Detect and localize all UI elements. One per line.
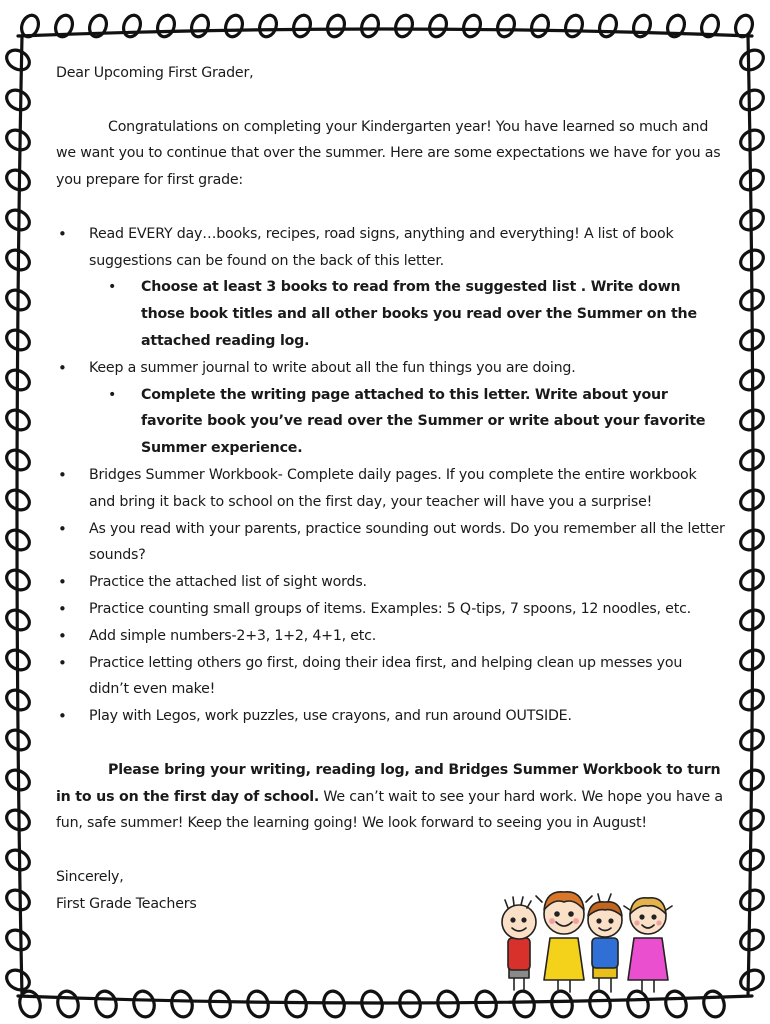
border-loop bbox=[121, 13, 144, 39]
closing-text: We can’t wait to see your hard work. We hope you have a fun, safe summer! Keep the learning going! We look forward to seeing you in August! bbox=[56, 788, 723, 832]
border-loop bbox=[55, 989, 81, 1019]
border-loop bbox=[563, 13, 586, 39]
closing-paragraph bbox=[56, 757, 726, 837]
intro-paragraph: Congratulations on completing your Kindergarten year! You have learned so much and we want you to continue that over the summer. Here are some expectations we have for you as you prepare for first grade: bbox=[56, 118, 721, 189]
list-item: • As you read with your parents, practice sounding out words. Do you remember all the letter sounds? bbox=[56, 516, 726, 570]
border-loop bbox=[359, 13, 382, 39]
border-loop bbox=[737, 966, 767, 994]
list-item: • Practice letting others go first, doing their idea first, and helping clean up messes you didn’t even make! bbox=[56, 650, 726, 704]
border-loop bbox=[737, 926, 767, 954]
border-loop bbox=[597, 13, 620, 39]
kid-pink bbox=[624, 898, 672, 992]
border-loop bbox=[291, 13, 314, 39]
border-loop bbox=[223, 13, 246, 39]
border-loop bbox=[3, 86, 33, 114]
border-loop bbox=[3, 46, 33, 74]
border-loop bbox=[93, 989, 119, 1019]
border-loop bbox=[461, 13, 484, 39]
kid-blue bbox=[588, 894, 622, 992]
list-item: • Practice counting small groups of items. Examples: 5 Q-tips, 7 spoons, 12 noodles, etc. bbox=[56, 596, 726, 623]
border-loop bbox=[169, 989, 195, 1019]
border-loop bbox=[737, 126, 767, 154]
closing-bold-text: Please bring your writing, reading log, and Bridges Summer Workbook to turn in to us on the first day of school. bbox=[56, 761, 721, 805]
letter-body bbox=[56, 60, 726, 918]
border-loop bbox=[189, 13, 212, 39]
kid-red bbox=[502, 897, 536, 990]
border-loop bbox=[207, 989, 233, 1019]
border-loop bbox=[427, 13, 450, 39]
border-loop bbox=[737, 886, 767, 914]
border-loop bbox=[701, 989, 727, 1019]
sub-list-item: • Choose at least 3 books to read from the suggested list . Write down those book titles and all other books you read over the Summer on the attached reading log. bbox=[89, 274, 726, 354]
border-loop bbox=[737, 46, 767, 74]
list-item: • Add simple numbers-2+3, 1+2, 4+1, etc. bbox=[56, 623, 726, 650]
list-item: • Bridges Summer Workbook- Complete daily pages. If you complete the entire workbook and bring it back to school on the first day, your teacher will have you a surprise! bbox=[56, 462, 726, 516]
border-loop bbox=[737, 86, 767, 114]
border-loop bbox=[3, 126, 33, 154]
border-loop bbox=[495, 13, 518, 39]
border-loop bbox=[257, 13, 280, 39]
border-loop bbox=[131, 989, 157, 1019]
border-loop bbox=[245, 989, 271, 1019]
border-loop bbox=[3, 886, 33, 914]
border-loop bbox=[631, 13, 654, 39]
expectations-list bbox=[56, 221, 726, 730]
list-item: • Keep a summer journal to write about all the fun things you are doing. • Complete the writing page attached to this letter. Write about your favorite book you’ve read over the Summer or write about your favorite Summer experience. bbox=[56, 355, 726, 462]
border-loop bbox=[87, 13, 110, 39]
border-loop bbox=[325, 13, 348, 39]
sign-off: Sincerely, bbox=[56, 868, 124, 885]
border-loop bbox=[155, 13, 178, 39]
signature: First Grade Teachers bbox=[56, 895, 197, 912]
border-loop bbox=[3, 926, 33, 954]
kid-yellow bbox=[536, 892, 592, 992]
list-item: • Read EVERY day…books, recipes, road signs, anything and everything! A list of book suggestions can be found on the back of this letter. • Choose at least 3 books to read from the suggested list . Write down those book titles and all other books you read over the Summer on the attached reading log. bbox=[56, 221, 726, 355]
border-loop bbox=[529, 13, 552, 39]
border-loop bbox=[393, 13, 416, 39]
greeting: Dear Upcoming First Grader, bbox=[56, 65, 254, 81]
sub-list-item: • Complete the writing page attached to this letter. Write about your favorite book you’ve read over the Summer or write about your favorite Summer experience. bbox=[89, 382, 726, 462]
kids-clipart bbox=[500, 880, 676, 998]
list-item: • Play with Legos, work puzzles, use crayons, and run around OUTSIDE. bbox=[56, 703, 726, 730]
list-item: • Practice the attached list of sight words. bbox=[56, 569, 726, 596]
